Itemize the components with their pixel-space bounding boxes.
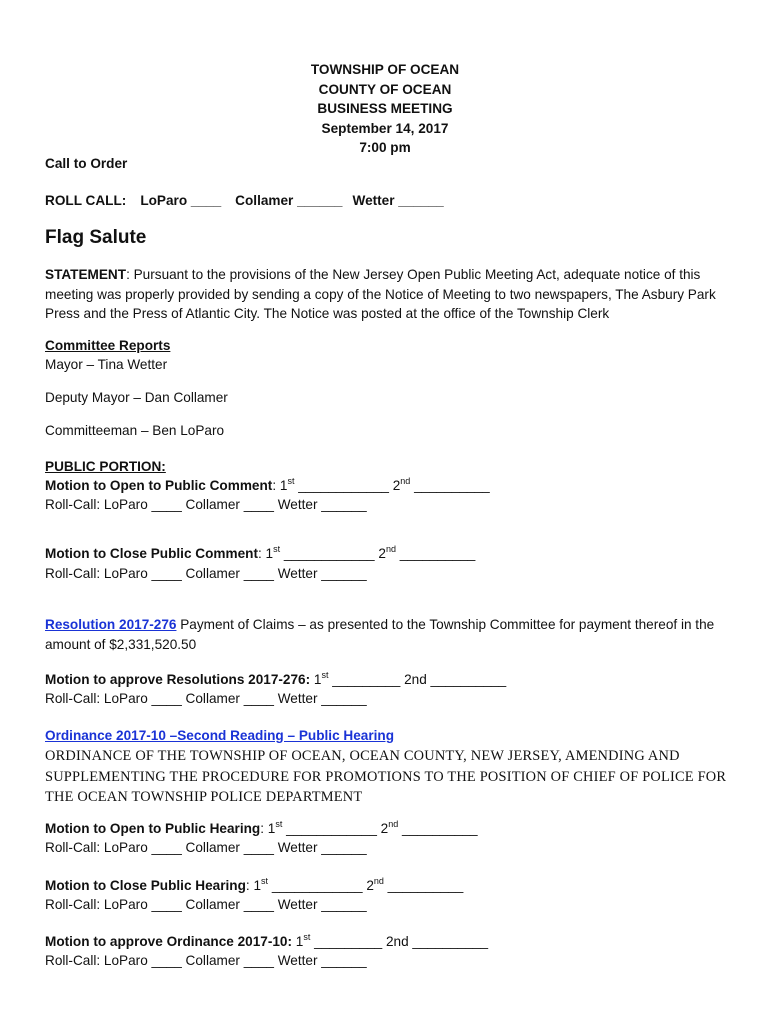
statement-label: STATEMENT	[45, 267, 127, 282]
flag-salute-heading: Flag Salute	[45, 227, 147, 248]
roll-call-label: ROLL CALL:	[45, 193, 127, 208]
motion-close-public-hearing: Motion to Close Public Hearing: 1st ____________ 2nd __________	[45, 876, 464, 893]
motion-label: Motion to Close Public Hearing	[45, 878, 246, 893]
committee-reports-heading: Committee Reports	[45, 338, 171, 353]
motion-label: Motion to approve Resolutions 2017-276:	[45, 672, 311, 687]
motion-open-public-comment: Motion to Open to Public Comment: 1st ____________ 2nd __________	[45, 476, 490, 493]
motion-approve-ordinance: Motion to approve Ordinance 2017-10: 1st _________ 2nd __________	[45, 932, 489, 949]
roll-call-open-public-hearing: Roll-Call: LoParo ____ Collamer ____ Wetter ______	[45, 840, 367, 855]
motion-label: Motion to Open to Public Comment	[45, 478, 273, 493]
motion-close-public-comment: Motion to Close Public Comment: 1st ____________ 2nd __________	[45, 544, 476, 561]
roll-call-collamer: Collamer ______	[235, 193, 343, 208]
statement-text: : Pursuant to the provisions of the New Jersey Open Public Meeting Act, adequate notice of this meeting was properly provided by sending a copy of the Notice of Meeting to two newspapers, The Asbury Park Press and the Press of Atlantic City. The Notice was posted at the office of the Township Clerk	[45, 267, 716, 321]
roll-call-loparo: LoParo ____	[140, 193, 222, 208]
roll-call-close-public-hearing: Roll-Call: LoParo ____ Collamer ____ Wetter ______	[45, 897, 367, 912]
roll-call-approve-resolution: Roll-Call: LoParo ____ Collamer ____ Wetter ______	[45, 691, 367, 706]
motion-approve-resolution: Motion to approve Resolutions 2017-276: 1st _________ 2nd __________	[45, 670, 507, 687]
ordinance-text: ORDINANCE OF THE TOWNSHIP OF OCEAN, OCEAN COUNTY, NEW JERSEY, AMENDING AND SUPPLEMENTING THE PROCEDURE FOR PROMOTIONS TO THE POSITION OF CHIEF OF POLICE FOR THE OCEAN TOWNSHIP POLICE DEPARTMENT	[45, 748, 727, 805]
document-header	[45, 60, 725, 158]
header-county: COUNTY OF OCEAN	[318, 81, 452, 97]
motion-label: Motion to Close Public Comment	[45, 546, 258, 561]
motion-label: Motion to approve Ordinance 2017-10:	[45, 934, 293, 949]
public-portion-heading: PUBLIC PORTION:	[45, 459, 166, 474]
document-page	[45, 0, 735, 1024]
roll-call-close-public-comment: Roll-Call: LoParo ____ Collamer ____ Wetter ______	[45, 566, 367, 581]
motion-open-public-hearing: Motion to Open to Public Hearing: 1st ____________ 2nd __________	[45, 819, 478, 836]
resolution-link[interactable]: Resolution 2017-276	[45, 617, 177, 632]
header-township: TOWNSHIP OF OCEAN	[310, 62, 460, 77]
committee-committeeman: Committeeman – Ben LoParo	[45, 423, 225, 438]
header-meeting-type: BUSINESS MEETING	[317, 101, 453, 116]
resolution-paragraph	[45, 615, 735, 654]
committee-deputy-mayor: Deputy Mayor – Dan Collamer	[45, 390, 228, 405]
statement-paragraph	[45, 265, 735, 324]
ordinance-heading	[45, 728, 394, 743]
roll-call-approve-ordinance: Roll-Call: LoParo ____ Collamer ____ Wetter ______	[45, 953, 367, 968]
roll-call-wetter: Wetter ______	[352, 193, 444, 208]
committee-mayor: Mayor – Tina Wetter	[45, 357, 168, 372]
motion-label: Motion to Open to Public Hearing	[45, 821, 261, 836]
call-to-order: Call to Order	[45, 156, 128, 171]
roll-call-open-public-comment: Roll-Call: LoParo ____ Collamer ____ Wetter ______	[45, 497, 367, 512]
roll-call-line	[45, 193, 444, 208]
resolution-text: Payment of Claims – as presented to the Township Committee for payment thereof in the amount of $2,331,520.50	[45, 617, 715, 652]
ordinance-link[interactable]: Ordinance 2017-10 –Second Reading – Public Hearing	[45, 728, 395, 743]
header-date: September 14, 2017	[321, 120, 449, 136]
header-time: 7:00 pm	[359, 140, 411, 155]
